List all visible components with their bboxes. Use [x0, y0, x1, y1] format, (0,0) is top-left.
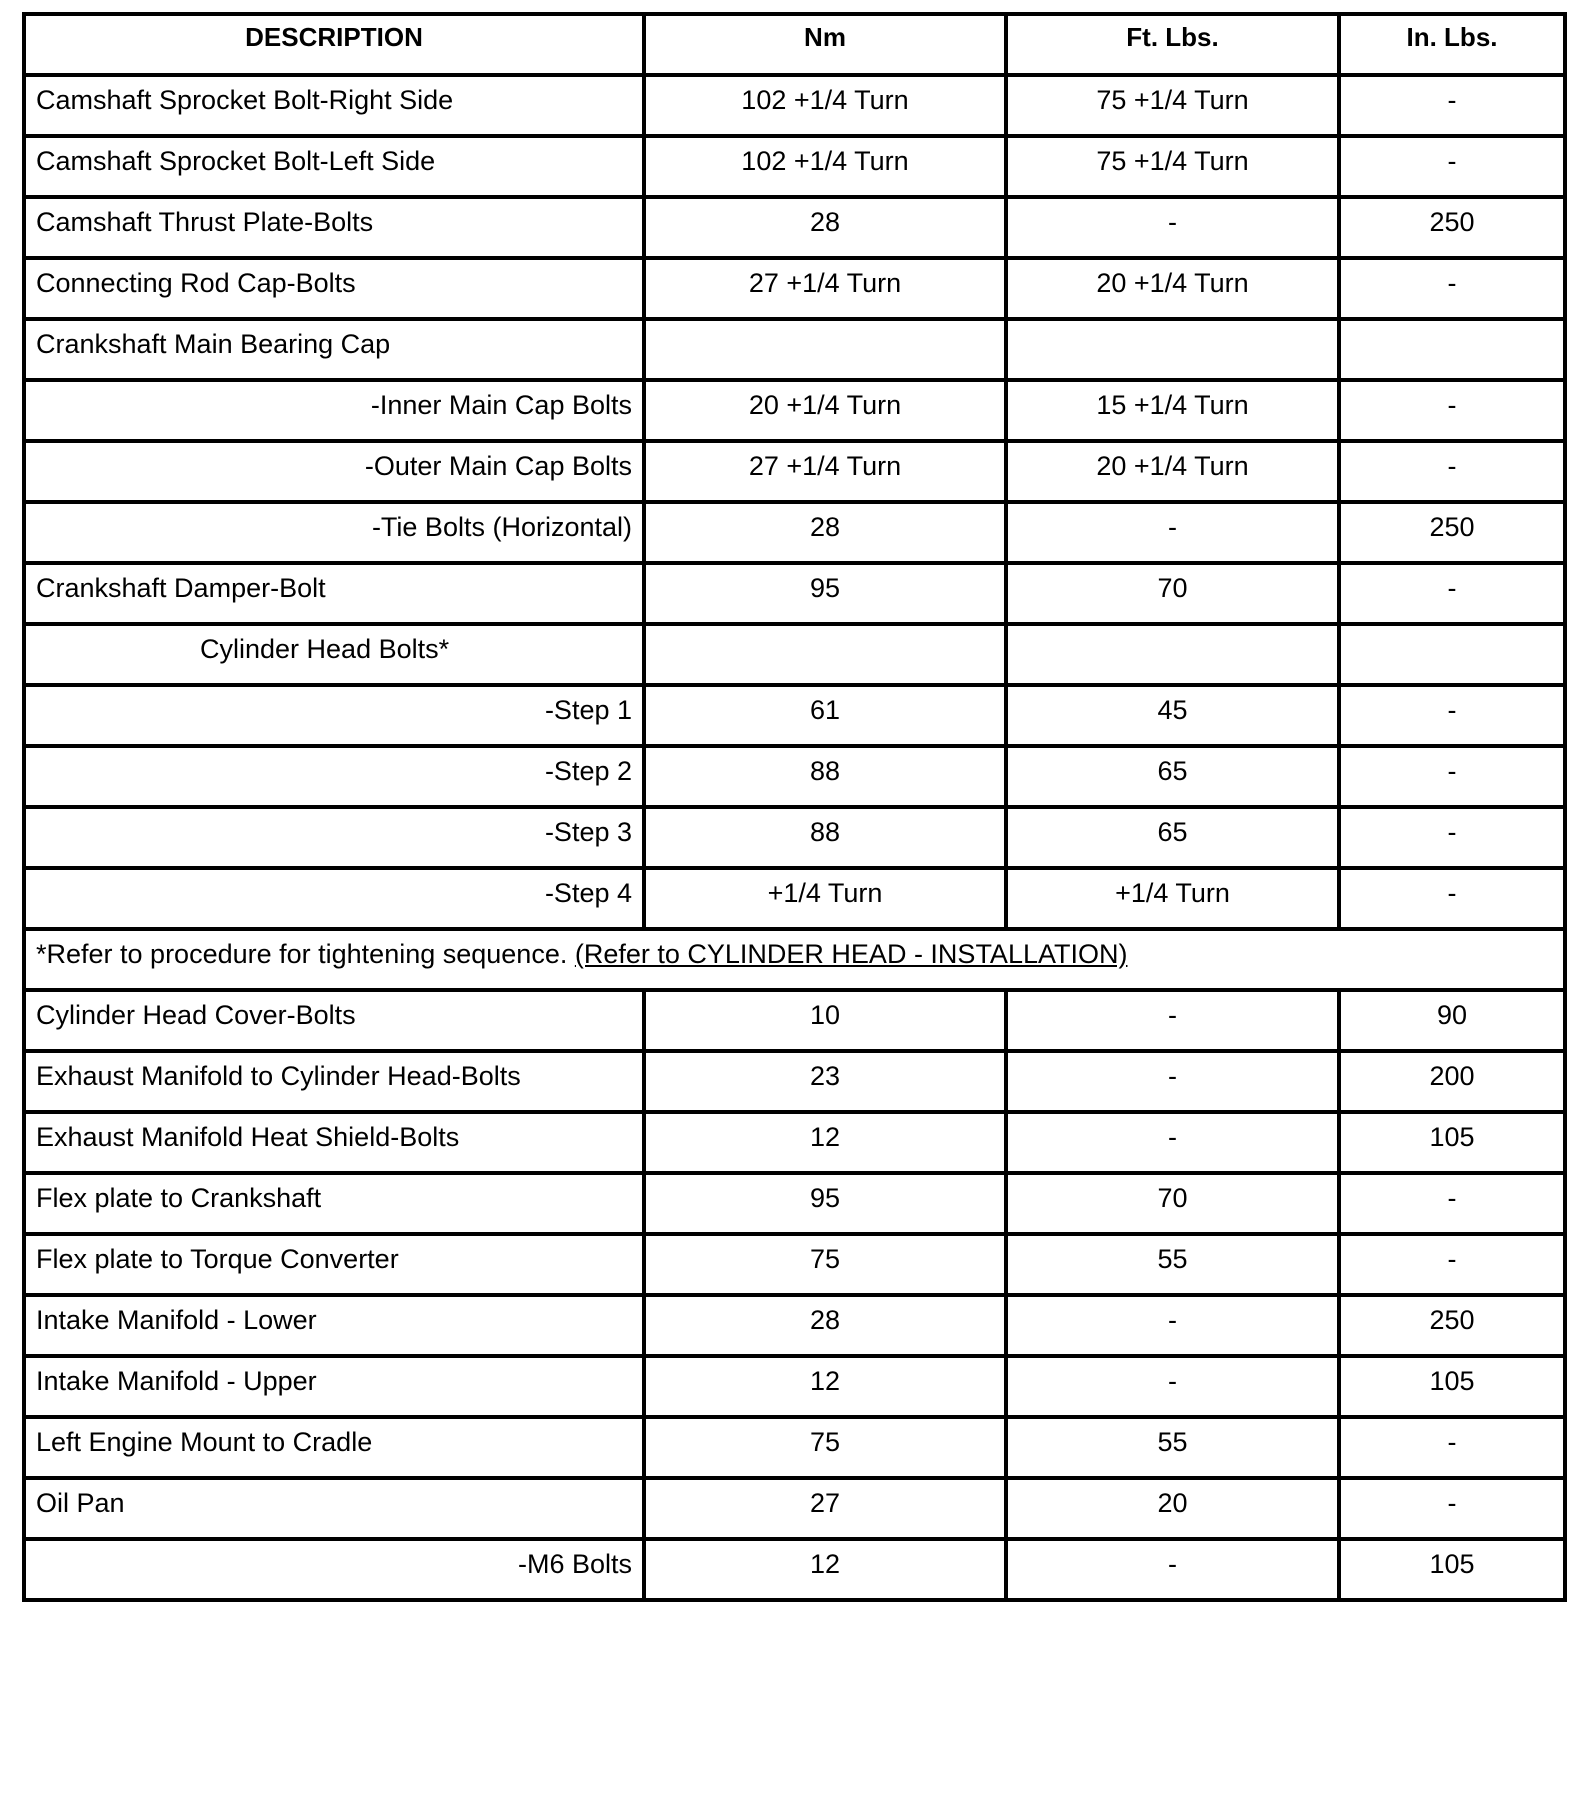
row-description: Flex plate to Crankshaft	[24, 1173, 644, 1234]
row-ft-lbs: 75 +1/4 Turn	[1006, 136, 1339, 197]
row-nm: 95	[644, 1173, 1006, 1234]
row-nm: 75	[644, 1417, 1006, 1478]
header-description: DESCRIPTION	[24, 14, 644, 75]
row-ft-lbs: 70	[1006, 563, 1339, 624]
table-row	[24, 197, 1565, 258]
note-text: *Refer to procedure for tightening sequence.	[36, 939, 568, 969]
cylinder-head-installation-link[interactable]: (Refer to CYLINDER HEAD - INSTALLATION)	[574, 939, 1128, 969]
row-ft-lbs: -	[1006, 990, 1339, 1051]
table-row	[24, 807, 1565, 868]
table-row	[24, 441, 1565, 502]
row-description: -Inner Main Cap Bolts	[24, 380, 644, 441]
row-nm: 28	[644, 197, 1006, 258]
row-nm: 12	[644, 1356, 1006, 1417]
row-in-lbs: -	[1339, 441, 1565, 502]
row-description: Camshaft Sprocket Bolt-Left Side	[24, 136, 644, 197]
row-in-lbs: -	[1339, 380, 1565, 441]
table-row	[24, 75, 1565, 136]
row-in-lbs: 250	[1339, 197, 1565, 258]
row-nm: 61	[644, 685, 1006, 746]
row-ft-lbs: 55	[1006, 1417, 1339, 1478]
table-row	[24, 1478, 1565, 1539]
row-ft-lbs: -	[1006, 1051, 1339, 1112]
table-row	[24, 258, 1565, 319]
row-ft-lbs: 20	[1006, 1478, 1339, 1539]
row-description: -Tie Bolts (Horizontal)	[24, 502, 644, 563]
row-description: -Step 2	[24, 746, 644, 807]
row-ft-lbs: -	[1006, 1112, 1339, 1173]
table-row-group-heading	[24, 319, 1565, 380]
row-description: Exhaust Manifold to Cylinder Head-Bolts	[24, 1051, 644, 1112]
row-in-lbs: -	[1339, 563, 1565, 624]
row-nm: 27 +1/4 Turn	[644, 258, 1006, 319]
row-ft-lbs: -	[1006, 1539, 1339, 1600]
row-description: -M6 Bolts	[24, 1539, 644, 1600]
row-ft-lbs: -	[1006, 502, 1339, 563]
table-row	[24, 1295, 1565, 1356]
row-ft-lbs: 55	[1006, 1234, 1339, 1295]
row-nm: 75	[644, 1234, 1006, 1295]
row-in-lbs: 90	[1339, 990, 1565, 1051]
row-nm	[644, 319, 1006, 380]
row-in-lbs: 105	[1339, 1356, 1565, 1417]
table-row	[24, 1417, 1565, 1478]
row-in-lbs: 105	[1339, 1539, 1565, 1600]
row-nm: 27 +1/4 Turn	[644, 441, 1006, 502]
table-row	[24, 1051, 1565, 1112]
row-ft-lbs: -	[1006, 1356, 1339, 1417]
row-ft-lbs	[1006, 319, 1339, 380]
row-in-lbs: -	[1339, 1173, 1565, 1234]
row-ft-lbs: 70	[1006, 1173, 1339, 1234]
row-in-lbs: 250	[1339, 1295, 1565, 1356]
row-ft-lbs: 65	[1006, 807, 1339, 868]
row-ft-lbs: 75 +1/4 Turn	[1006, 75, 1339, 136]
row-description: Cylinder Head Bolts*	[24, 624, 644, 685]
note-row	[24, 929, 1565, 990]
table-row	[24, 1234, 1565, 1295]
table-row	[24, 868, 1565, 929]
table-row	[24, 1112, 1565, 1173]
header-in-lbs: In. Lbs.	[1339, 14, 1565, 75]
table-row	[24, 380, 1565, 441]
row-nm: 20 +1/4 Turn	[644, 380, 1006, 441]
row-nm: 95	[644, 563, 1006, 624]
row-nm: 102 +1/4 Turn	[644, 136, 1006, 197]
table-row	[24, 1356, 1565, 1417]
row-ft-lbs: +1/4 Turn	[1006, 868, 1339, 929]
row-nm: 12	[644, 1539, 1006, 1600]
row-in-lbs: -	[1339, 136, 1565, 197]
table-row-group-heading	[24, 624, 1565, 685]
table-row	[24, 990, 1565, 1051]
row-in-lbs: -	[1339, 1417, 1565, 1478]
row-nm: 12	[644, 1112, 1006, 1173]
row-nm: 23	[644, 1051, 1006, 1112]
row-description: Crankshaft Main Bearing Cap	[24, 319, 644, 380]
row-ft-lbs: -	[1006, 197, 1339, 258]
row-nm	[644, 624, 1006, 685]
row-description: Oil Pan	[24, 1478, 644, 1539]
table-row	[24, 746, 1565, 807]
row-in-lbs: -	[1339, 746, 1565, 807]
row-nm: 28	[644, 1295, 1006, 1356]
row-nm: 27	[644, 1478, 1006, 1539]
row-description: Cylinder Head Cover-Bolts	[24, 990, 644, 1051]
row-in-lbs: 200	[1339, 1051, 1565, 1112]
row-description: Left Engine Mount to Cradle	[24, 1417, 644, 1478]
row-description: Intake Manifold - Lower	[24, 1295, 644, 1356]
row-in-lbs: -	[1339, 1234, 1565, 1295]
row-description: -Step 4	[24, 868, 644, 929]
row-in-lbs: -	[1339, 1478, 1565, 1539]
table-row	[24, 1539, 1565, 1600]
row-nm: 102 +1/4 Turn	[644, 75, 1006, 136]
table-row	[24, 502, 1565, 563]
row-nm: 28	[644, 502, 1006, 563]
table-row	[24, 685, 1565, 746]
row-ft-lbs: 15 +1/4 Turn	[1006, 380, 1339, 441]
row-description: Exhaust Manifold Heat Shield-Bolts	[24, 1112, 644, 1173]
row-description: -Outer Main Cap Bolts	[24, 441, 644, 502]
row-in-lbs: 250	[1339, 502, 1565, 563]
row-in-lbs: -	[1339, 75, 1565, 136]
header-row	[24, 14, 1565, 75]
row-in-lbs: -	[1339, 258, 1565, 319]
row-description: -Step 3	[24, 807, 644, 868]
row-description: Camshaft Sprocket Bolt-Right Side	[24, 75, 644, 136]
row-ft-lbs: 20 +1/4 Turn	[1006, 441, 1339, 502]
torque-spec-table	[22, 12, 1567, 1602]
row-in-lbs: -	[1339, 807, 1565, 868]
row-nm: +1/4 Turn	[644, 868, 1006, 929]
tightening-note	[24, 929, 1565, 990]
table-row	[24, 1173, 1565, 1234]
table-row	[24, 563, 1565, 624]
header-nm: Nm	[644, 14, 1006, 75]
row-nm: 10	[644, 990, 1006, 1051]
row-in-lbs: 105	[1339, 1112, 1565, 1173]
row-nm: 88	[644, 746, 1006, 807]
row-ft-lbs: 20 +1/4 Turn	[1006, 258, 1339, 319]
row-description: Crankshaft Damper-Bolt	[24, 563, 644, 624]
row-ft-lbs	[1006, 624, 1339, 685]
row-ft-lbs: -	[1006, 1295, 1339, 1356]
header-ft-lbs: Ft. Lbs.	[1006, 14, 1339, 75]
row-description: Flex plate to Torque Converter	[24, 1234, 644, 1295]
row-ft-lbs: 65	[1006, 746, 1339, 807]
row-in-lbs	[1339, 624, 1565, 685]
row-description: Camshaft Thrust Plate-Bolts	[24, 197, 644, 258]
row-ft-lbs: 45	[1006, 685, 1339, 746]
row-description: Connecting Rod Cap-Bolts	[24, 258, 644, 319]
row-nm: 88	[644, 807, 1006, 868]
row-in-lbs: -	[1339, 685, 1565, 746]
table-row	[24, 136, 1565, 197]
row-description: -Step 1	[24, 685, 644, 746]
row-in-lbs	[1339, 319, 1565, 380]
row-description: Intake Manifold - Upper	[24, 1356, 644, 1417]
row-in-lbs: -	[1339, 868, 1565, 929]
